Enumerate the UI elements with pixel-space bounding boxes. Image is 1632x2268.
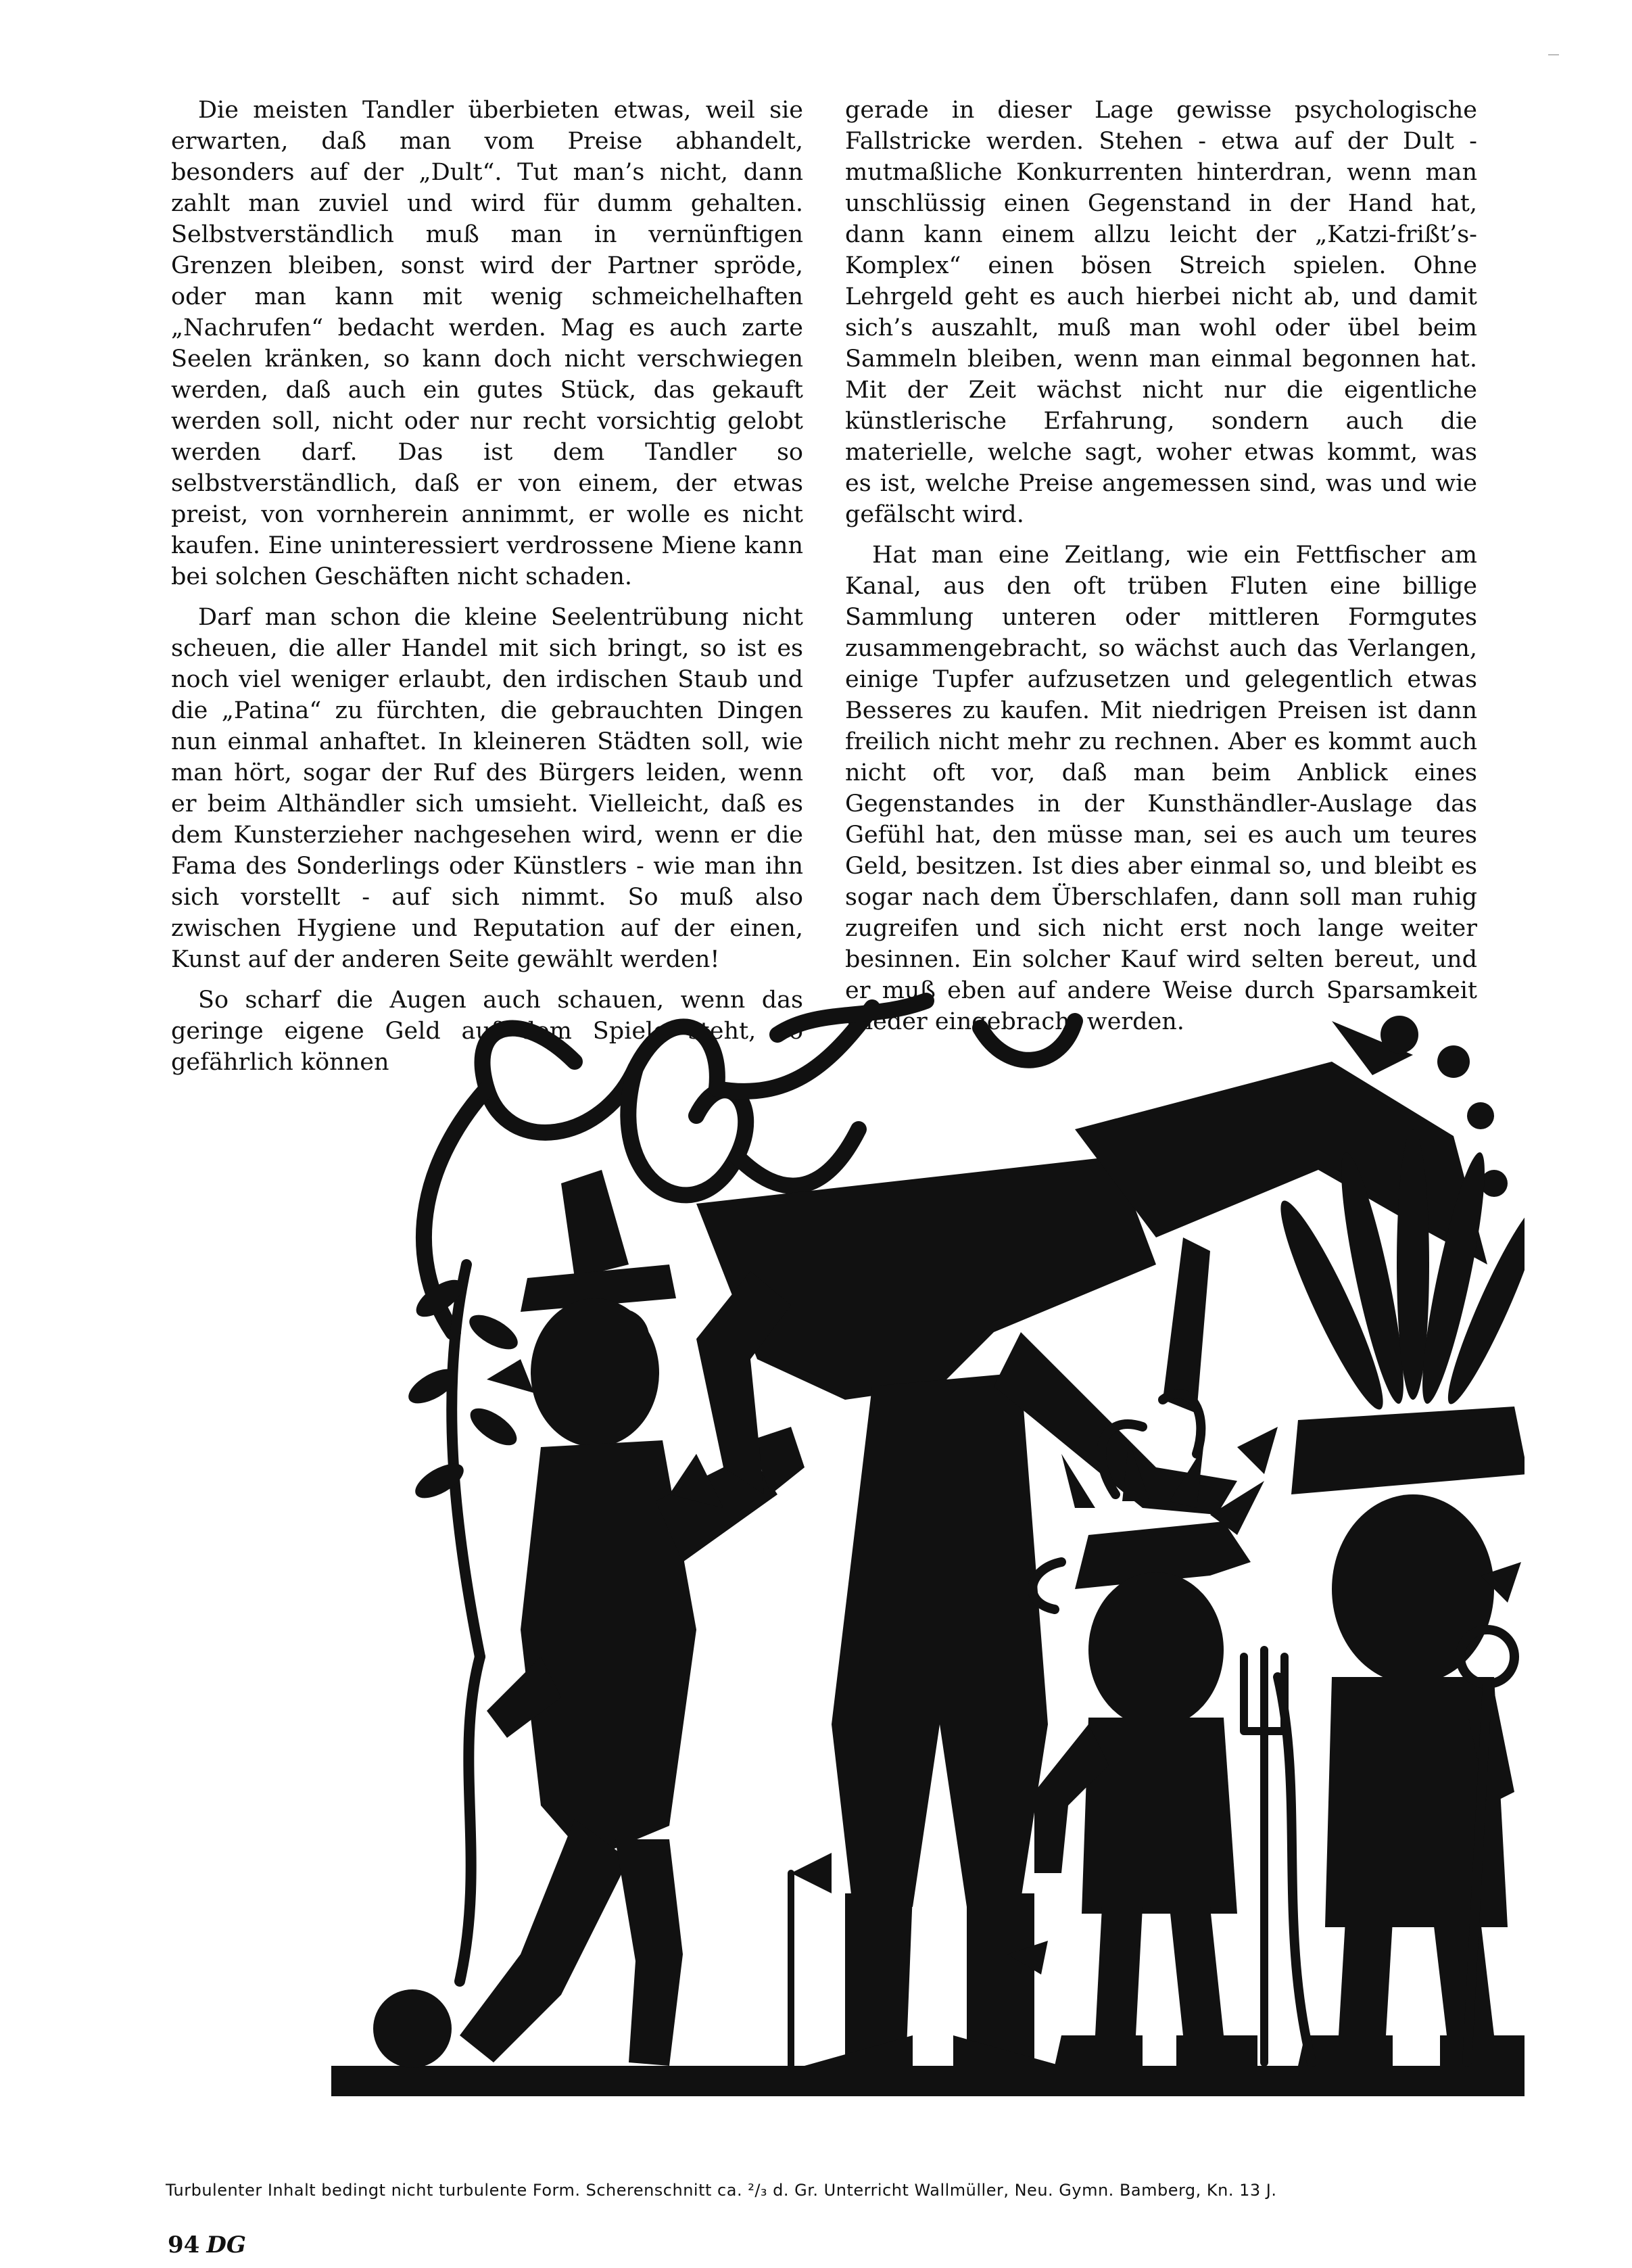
text-column-right: [845, 95, 1477, 1047]
magazine-abbreviation: DG: [206, 2231, 246, 2259]
text-column-left: [171, 95, 803, 1087]
figure-caption: Turbulenter Inhalt bedingt nicht turbulente Form. Scherenschnitt ca. ²/₃ d. Gr. Unterricht Wallmüller, Neu. Gymn. Bamberg, Kn. 13 J.: [166, 2181, 1277, 2200]
paragraph: So scharf die Augen auch schauen, wenn das geringe eigene Geld auf dem Spiele steht, so gefährlich können: [171, 987, 803, 1076]
paragraph: Die meisten Tandler überbieten etwas, weil sie erwarten, daß man vom Preise abhandelt, besonders auf der „Dult“. Tut man’s nicht, dann zahlt man zuviel und wird für dumm gehalten. Selbstverständlich muß man in vernünftigen Grenzen bleiben, sonst wird der Partner spröde, oder man kann mit wenig schmeichelhaften „Nachrufen“ bedacht werden. Mag es auch zarte Seelen kränken, so kann doch nicht verschwiegen werden, daß auch ein gutes Stück, das gekauft werden soll, nicht oder nur recht vorsichtig gelobt werden darf. Das ist dem Tandler so selbstverständlich, daß er von einem, der etwas preist, von vornherein annimmt, er wolle es nicht kaufen. Eine uninteressiert verdrossene Miene kann bei solchen Geschäften nicht schaden.: [171, 97, 803, 590]
paper-cut-illustration: [318, 981, 1525, 2130]
paragraph: Darf man schon die kleine Seelentrübung nicht scheuen, die aller Handel mit sich bringt, so ist es noch viel weniger erlaubt, den irdischen Staub und die „Patina“ zu fürchten, die gebrauchten Dingen nun einmal anhaftet. In kleineren Städten soll, wie man hört, sogar der Ruf des Bürgers leiden, wenn er beim Althändler sich umsieht. Vielleicht, daß es dem Kunsterzieher nachgesehen wird, wenn er die Fama des Sonderlings oder Künstlers - wie man ihn sich vorstellt - auf sich nimmt. So muß also zwischen Hygiene und Reputation auf der einen, Kunst auf der anderen Seite gewählt werden!: [171, 604, 803, 973]
paragraph: gerade in dieser Lage gewisse psychologische Fallstricke werden. Stehen - etwa auf der Dult - mutmaßliche Konkurrenten hinterdran, wenn man unschlüssig einen Gegenstand in der Hand hat, dann kann einem allzu leicht der „Katzi-frißt’s-Komplex“ einen bösen Streich spielen. Ohne Lehrgeld geht es auch hierbei nicht ab, und damit sich’s auszahlt, muß man wohl oder übel beim Sammeln bleiben, wenn man einmal begonnen hat. Mit der Zeit wächst nicht nur die eigentliche künstlerische Erfahrung, sondern auch die materielle, welche sagt, woher etwas kommt, was es ist, welche Preise angemessen sind, was und wie gefälscht wird.: [845, 97, 1477, 528]
scan-mark: [1548, 54, 1559, 55]
paragraph: Hat man eine Zeitlang, wie ein Fettfischer am Kanal, aus den oft trüben Fluten eine billige Sammlung unteren oder mittleren Formgutes zusammengebracht, so wächst auch das Verlangen, einige Tupfer aufzusetzen und gelegentlich etwas Besseres zu kaufen. Mit niedrigen Preisen ist dann freilich nicht mehr zu rechnen. Aber es kommt auch nicht oft vor, daß man beim Anblick eines Gegenstandes in der Kunsthändler-Auslage das Gefühl hat, den müsse man, sei es auch um teures Geld, besitzen. Ist dies aber einmal so, und bleibt es sogar nach dem Überschlafen, dann soll man ruhig zugreifen und sich nicht erst noch lange weiter besinnen. Ein solcher Kauf wird selten bereut, und er muß eben auf andere Weise durch Sparsamkeit wieder eingebracht werden.: [845, 542, 1477, 1035]
page-footer: [168, 2231, 246, 2259]
page-number: 94: [168, 2231, 200, 2259]
